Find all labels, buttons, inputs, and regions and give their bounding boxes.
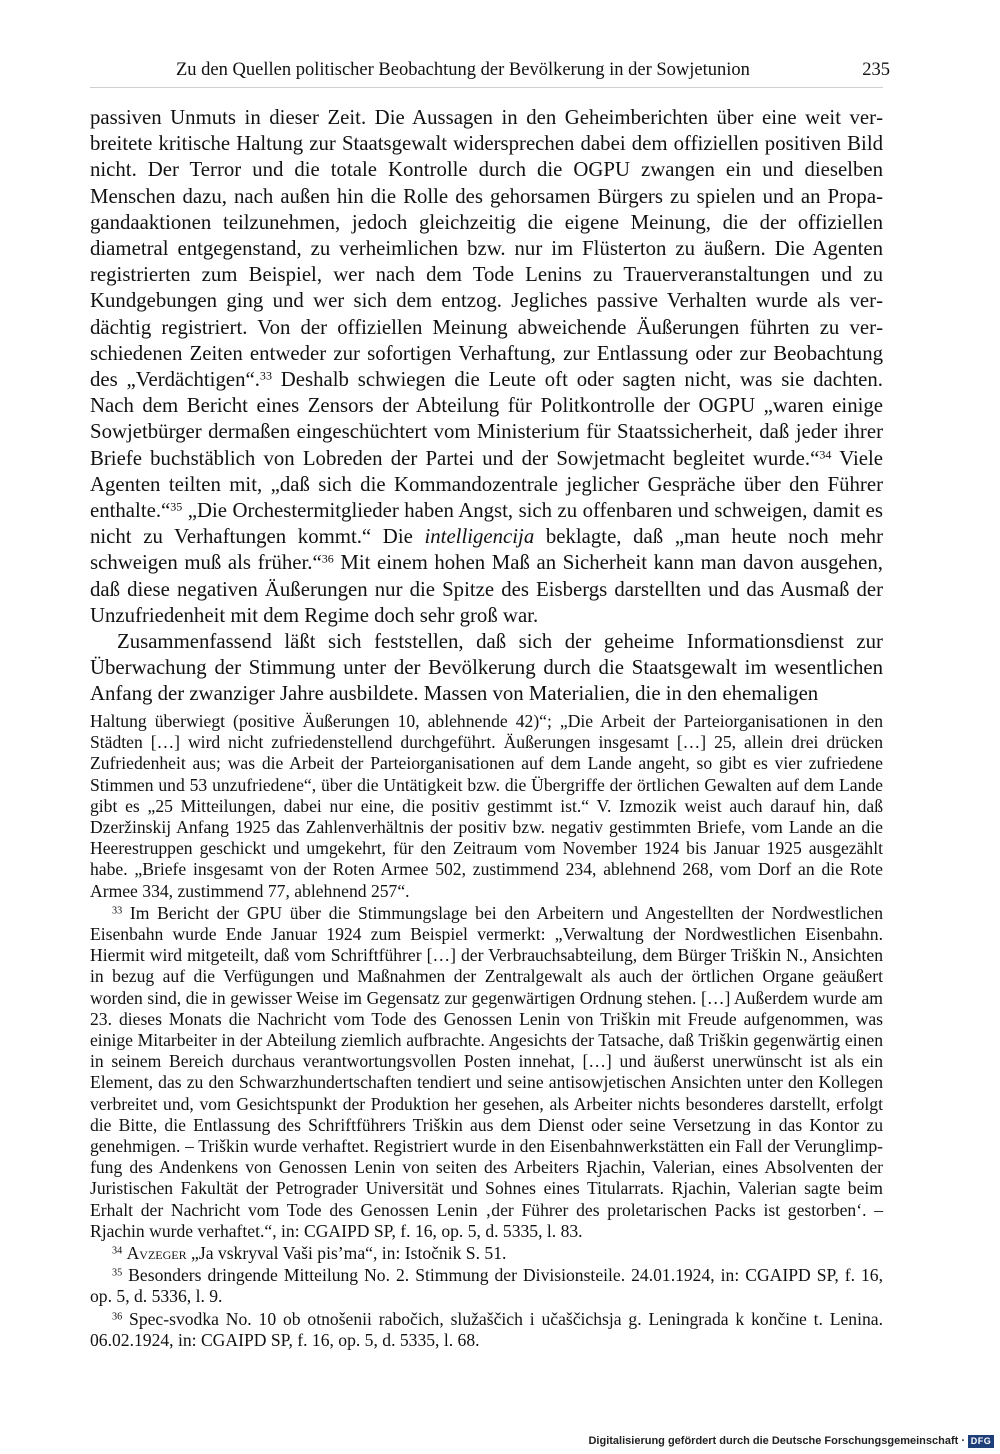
text-run: Deshalb schwiegen die Leute oft oder sagten nicht, was sie dachten. Nach dem Bericht eines Zensors der Abteilung für Politkontrolle der OGPU „waren einige Sowjetbürger dermaßen eingeschüchtert vom Ministerium für Staatssicherheit, daß jeder ihrer Briefe buchstäblich von Lobreden der Partei und der Sowjetmacht begleitet wurde.“ bbox=[90, 368, 883, 470]
footnote-ref-34[interactable]: 34 bbox=[819, 447, 832, 462]
dfg-logo-icon: DFG bbox=[968, 1435, 994, 1448]
footnote-number: 35 bbox=[112, 1267, 123, 1279]
footnote-text: Spec-svodka No. 10 ob otnošenii rabočich, služaščich i učaščichsja g. Leningrada k končine t. Lenina. 06.02.1924, in: CGAIPD SP, f. 16, op. 5, d. 5335, l. 68. bbox=[90, 1308, 883, 1350]
running-header bbox=[90, 56, 890, 86]
footnote-number: 34 bbox=[112, 1245, 123, 1257]
funding-text: Digitalisierung gefördert durch die Deutsche Forschungsgemeinschaft · bbox=[588, 1435, 965, 1447]
text-run: Viele Agenten teilten mit, „daß sich die Kommandozentrale jeglicher Gespräche über den Führer enthalte.“ bbox=[90, 446, 883, 523]
footnotes bbox=[90, 711, 883, 1351]
text-run: passiven Unmuts in dieser Zeit. Die Aussagen in den Geheimberichten über eine weit verbreitete kritische Haltung zur Staatsgewalt widersprechen dabei dem offiziellen positiven Bild nicht. Der Terror und die totale Kontrolle durch die OGPU zwangen ein und dieselben Menschen dazu, nach außen hin die Rolle des gehorsamen Bürgers zu spielen und an Propagandaaktionen teilzunehmen, jedoch gleichzeitig die eigene Meinung, die der offiziellen diametral entgegenstand, zu verheimlichen bzw. nur im Flüsterton zu äußern. Die Agenten registrierten zum Beispiel, wer nach dem Tode Lenins zu Trauerveranstaltungen und zu Kundgebungen ging und wer sich dem entzog. Jegliches passive Verhalten wurde als verdächtig registriert. Von der offiziellen Meinung abweichende Äußerungen führten zu verschiedenen Zeiten entweder zur sofortigen Verhaftung, zur Entlassung oder zur Beobachtung des „Verdächtigen“. bbox=[90, 106, 883, 392]
footnote-ref-36[interactable]: 36 bbox=[321, 551, 334, 566]
text-run: beklagte, daß „man heute noch mehr schweigen muß als früher.“ bbox=[90, 525, 883, 575]
page-number: 235 bbox=[862, 60, 890, 80]
footnote-ref-33[interactable]: 33 bbox=[259, 368, 272, 383]
header-rule bbox=[90, 87, 883, 88]
main-text bbox=[90, 105, 883, 708]
footnote-ref-35[interactable]: 35 bbox=[170, 499, 183, 514]
running-title: Zu den Quellen politischer Beobachtung der Bevölkerung in der Sowjetunion bbox=[176, 60, 750, 80]
footnote-34 bbox=[90, 1243, 883, 1264]
footnote-number: 33 bbox=[112, 905, 123, 917]
footnote-36 bbox=[90, 1309, 883, 1351]
footnote-35 bbox=[90, 1265, 883, 1307]
footnote-continuation: Haltung überwiegt (positive Äußerungen 10, ablehnende 42)“; „Die Arbeit der Parteiorganisationen in den Städten […] wird nicht zufriedenstellend durchgeführt. Äußerungen insgesamt […] 25, allein drei drücken Zufriedenheit aus; was die Arbeit der Parteiorganisationen auf dem Lande angeht, so gibt es vier zufriedene Stimmen und 53 unzufriedene“, über die Untätigkeit bzw. die Übergriffe der örtlichen Gewalten auf dem Lande gibt es „25 Mitteilungen, dabei nur eine, die positiv gestimmt ist.“ V. Izmozik weist auch darauf hin, daß Dzeržinskij Anfang 1925 das Zahlenverhältnis der positiv bzw. negativ gestimmten Briefe, vom Lande an die Heerestruppen geschickt und umgekehrt, für den Zeitraum vom November 1924 bis Januar 1925 ausgezählt habe. „Briefe insgesamt von der Roten Armee 502, zustimmend 234, ablehnend 268, vom Dorf an die Rote Armee 334, zustimmend 77, ablehnend 257“. bbox=[90, 711, 883, 901]
footnote-text: Im Bericht der GPU über die Stimmungslage bei den Arbeitern und Angestellten der Nordwestlichen Eisenbahn wurde Ende Januar 1924 zum Beispiel vermerkt: „Verwaltung der Nordwestlichen Eisenbahn. Hiermit wird mitgeteilt, daß vom Schriftführer […] der Verbrauchsabteilung, dem Bürger Triškin N., Ansichten in bezug auf die Verfügungen und Maßnahmen der Zentralgewalt als auch der örtlichen Organe geäußert worden sind, die in gewisser Weise im Gegensatz zur gegenwärtigen Ordnung stehen. […] Außerdem wurde am 23. dieses Monats die Nachricht vom Tode des Genossen Lenin von Triškin mit Freude aufgenommen, was einige Mitarbeiter in der Abteilung ziemlich aufbrachte. Angesichts der Tatsache, daß Triškin gegenwärtig einen in seinem Bereich durchaus verantwortungsvollen Posten innehat, […] und äußerst unerwünscht ist als ein Element, das zu den Schwarzhundertschaften tendiert und seine antisowjetischen Ansichten unter den Kollegen verbreitet und, vom Gesichtspunkt der Produktion her gesehen, als Arbeiter nichts besonderes darstellt, erfolgt die Bitte, die Entlassung des Schriftführers Triškin aus dem Dienst oder seine Versetzung in das Kontor zu genehmigen. – Triškin wurde verhaftet. Registriert wurde in den Eisenbahnwerkstätten ein Fall der Verunglimpfung des Andenkens von Genossen Lenin von seiten des Arbeiters Rjachin, Valerian, eines Absolventen der Juristischen Fakultät der Petrograder Universität und Sohnes eines Titularrats. Rjachin, Valerian sagte beim Erhalt der Nachricht vom Tode des Genossen Lenin ‚der Führer des proletarischen Packs ist gestorben‘. – Rjachin wurde verhaftet.“, in: CGAIPD SP, f. 16, op. 5, d. 5335, l. 83. bbox=[90, 902, 883, 1241]
paragraph: Zusammenfassend läßt sich feststellen, daß sich der geheime Informationsdienst zur Überwachung der Stimmung unter der Bevölkerung durch die Staatsgewalt im wesentlichen Anfang der zwanziger Jahre ausbildete. Massen von Materialien, die in den ehemaligen bbox=[90, 630, 883, 706]
footnote-text: Besonders dringende Mitteilung No. 2. Stimmung der Divisionsteile. 24.01.1924, in: CGAIPD SP, f. 16, op. 5, d. 5336, l. 9. bbox=[90, 1265, 883, 1307]
emphasis-term: intelligencija bbox=[424, 525, 535, 549]
paragraph bbox=[90, 105, 883, 629]
footnote-33 bbox=[90, 903, 883, 1242]
funding-note bbox=[588, 1432, 994, 1450]
text-run: „Die Orchestermitglieder haben Angst, sich zu offenbaren und schweigen, damit es nicht zu Verhaftungen kommt.“ Die bbox=[90, 499, 883, 549]
footnote-author: Avzeger bbox=[126, 1243, 187, 1264]
footnote-text: „Ja vskryval Vaši pis’ma“, in: Istočnik S. 51. bbox=[186, 1243, 507, 1264]
text-run: Mit einem hohen Maß an Sicherheit kann man davon ausgehen, daß diese negativen Äußerungen nur die Spitze des Eisbergs darstellten und das Ausmaß der Unzufriedenheit mit dem Regime doch sehr groß war. bbox=[90, 551, 883, 627]
footnote-number: 36 bbox=[112, 1311, 123, 1323]
